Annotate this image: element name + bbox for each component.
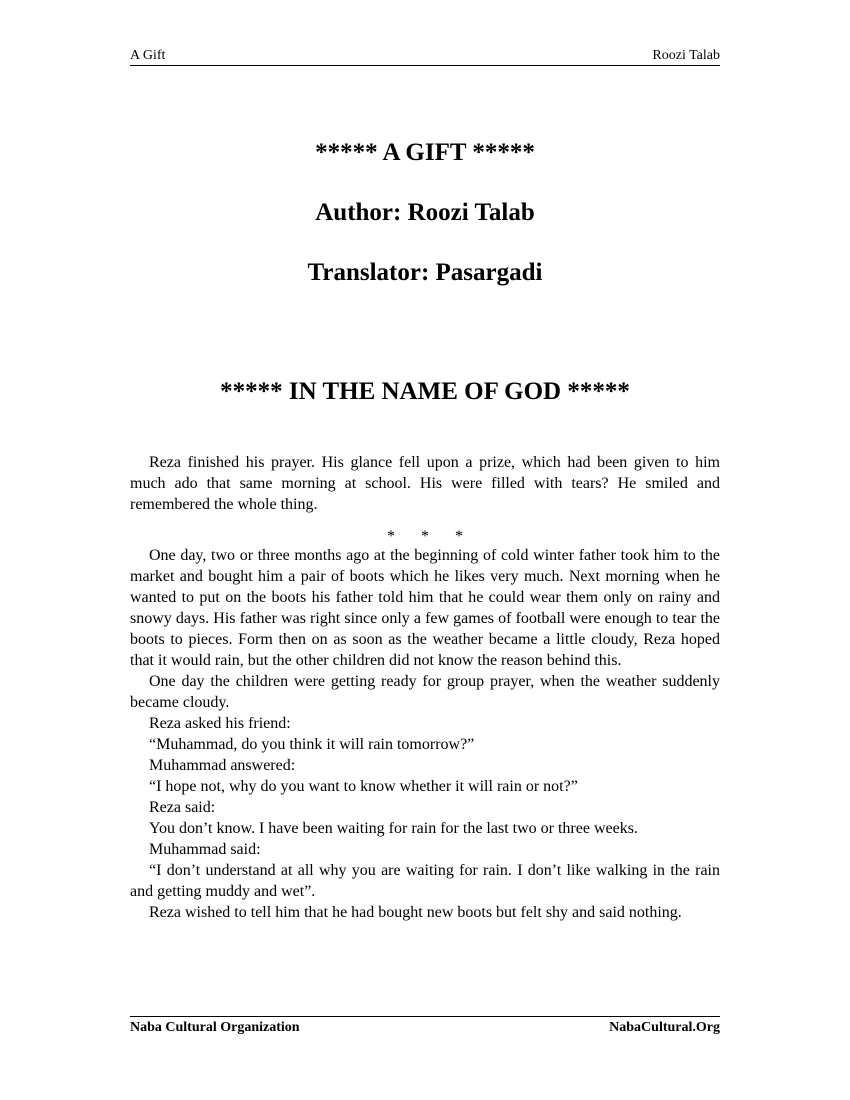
- paragraph: Reza wished to tell him that he had bought new boots but felt shy and said nothing.: [149, 904, 682, 921]
- footer-organization: Naba Cultural Organization: [130, 1020, 300, 1035]
- author-line: Author: Roozi Talab: [315, 199, 535, 226]
- paragraph: One day the children were getting ready for group prayer, when the weather suddenly became cloudy.: [130, 673, 720, 711]
- page-header: [130, 48, 720, 66]
- paragraph: You don’t know. I have been waiting for rain for the last two or three weeks.: [149, 820, 638, 837]
- header-author: Roozi Talab: [652, 48, 720, 63]
- paragraph: Muhammad said:: [149, 841, 261, 858]
- invocation-heading: ***** IN THE NAME OF GOD *****: [220, 378, 630, 405]
- paragraph: Reza finished his prayer. His glance fell upon a prize, which had been given to him much ado that same morning at school. His were filled with tears? He smiled and remembered the whole thing.: [130, 454, 720, 513]
- paragraph: Muhammad answered:: [149, 757, 296, 774]
- page-footer: [130, 1016, 720, 1035]
- paragraph: “I don’t understand at all why you are waiting for rain. I don’t like walking in the rain and getting muddy and wet”.: [130, 862, 720, 900]
- header-title: A Gift: [130, 48, 166, 63]
- footer-website: NabaCultural.Org: [609, 1020, 720, 1035]
- story-body: [130, 452, 720, 923]
- translator-line: Translator: Pasargadi: [307, 259, 543, 286]
- story-title: ***** A GIFT *****: [315, 139, 535, 166]
- paragraph: “Muhammad, do you think it will rain tomorrow?”: [149, 736, 475, 753]
- section-separator: * * *: [387, 528, 463, 545]
- paragraph: Reza said:: [149, 799, 216, 816]
- paragraph: One day, two or three months ago at the beginning of cold winter father took him to the market and bought him a pair of boots which he likes very much. Next morning when he wanted to put on the boots his father told him that he could wear them only on rainy and snowy days. His father was right since only a few games of football were enough to tear the boots to pieces. Form then on as soon as the weather became a little cloudy, Reza hoped that it would rain, but the other children did not know the reason behind this.: [130, 547, 720, 669]
- paragraph: Reza asked his friend:: [149, 715, 291, 732]
- paragraph: “I hope not, why do you want to know whether it will rain or not?”: [149, 778, 578, 795]
